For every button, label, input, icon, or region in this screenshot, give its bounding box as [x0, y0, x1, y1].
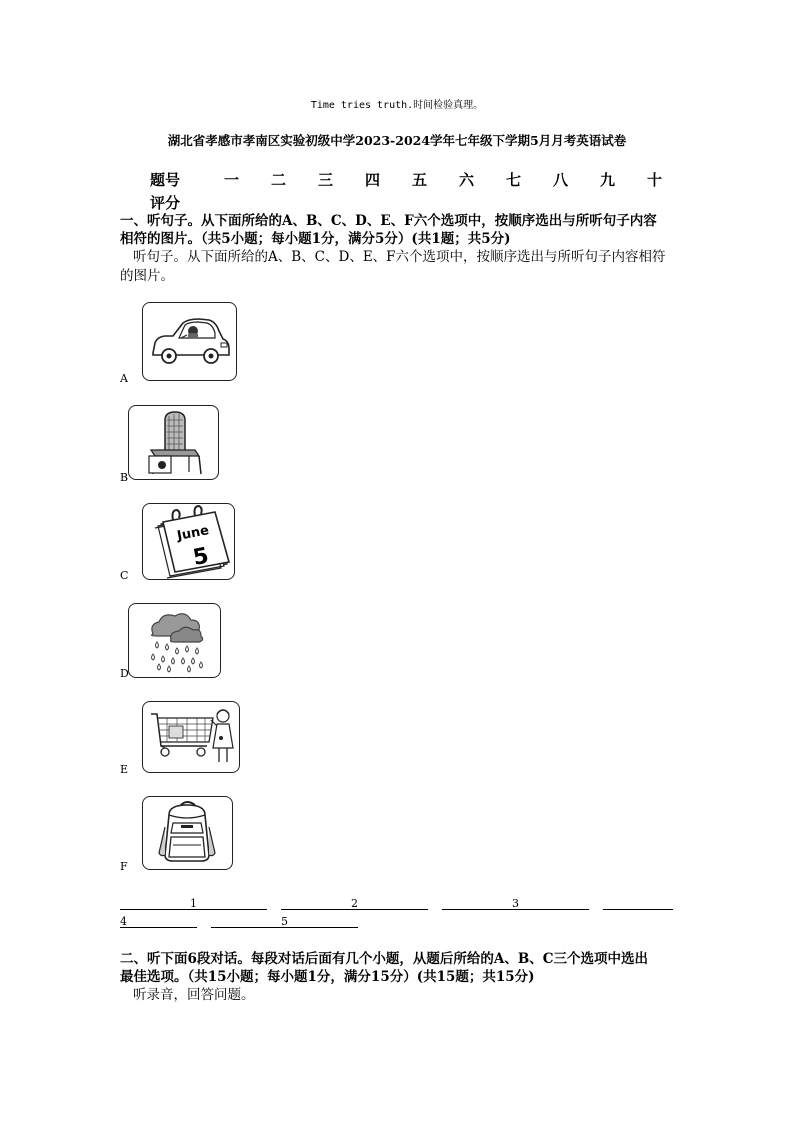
page-header-motto: Time tries truth.时间检验真理。 [310, 100, 484, 111]
score-table [150, 168, 678, 214]
blank-number: 5 [281, 915, 288, 928]
exam-title: 湖北省孝感市孝南区实验初级中学2023-2024学年七年级下学期5月月考英语试卷 [167, 133, 627, 148]
blank-number: 1 [190, 897, 197, 910]
section1-heading-line2: 相符的图片。（共5小题；每小题1分，满分5分）(共1题；共5分) [120, 231, 511, 247]
section1-instruction-line1: 听句子。从下面所给的A、B、C、D、E、F六个选项中，按顺序选出与所听句子内容相符 [133, 249, 666, 265]
score-column: 二 [270, 171, 286, 189]
chair-icon [129, 406, 218, 479]
score-table-score-row [150, 191, 678, 214]
car-icon [143, 303, 236, 380]
score-column: 七 [505, 171, 521, 189]
score-column: 四 [364, 171, 380, 189]
section1-heading-line1: 一、听句子。从下面所给的A、B、C、D、E、F六个选项中，按顺序选出与所听句子内容 [120, 213, 657, 229]
blank-number: 3 [512, 897, 519, 910]
answer-blank-2[interactable] [281, 896, 428, 910]
option-label-c: C [120, 569, 129, 582]
section2-heading-line2: 最佳选项。（共15小题；每小题1分，满分15分）(共15题；共15分) [120, 969, 535, 985]
picture-b-chair [128, 405, 219, 480]
answer-blank-4[interactable] [120, 914, 197, 928]
section2-instruction: 听录音，回答问题。 [133, 987, 255, 1003]
option-label-f: F [120, 860, 128, 873]
score-column: 十 [646, 171, 662, 189]
option-label-a: A [120, 372, 128, 385]
score-column: 五 [411, 171, 427, 189]
score-column: 一 [223, 171, 239, 189]
section2-heading-line1: 二、听下面6段对话。每段对话后面有几个小题，从题后所给的A、B、C三个选项中选出 [120, 951, 649, 967]
score-label: 评分 [150, 194, 181, 212]
rain-cloud-icon [129, 604, 220, 677]
score-column: 九 [599, 171, 615, 189]
picture-f-backpack [142, 796, 233, 870]
score-column: 三 [317, 171, 333, 189]
question-number-label: 题号 [150, 171, 181, 189]
shopping-cart-icon [143, 702, 239, 772]
option-label-b: B [120, 471, 129, 484]
answer-blank-1[interactable] [120, 896, 267, 910]
calendar-day: 5 [191, 543, 211, 571]
score-column: 八 [552, 171, 568, 189]
option-label-d: D [120, 667, 129, 680]
answer-blank-4-start[interactable] [603, 896, 673, 910]
section2-heading [120, 950, 680, 986]
score-table-header-row [150, 168, 678, 191]
section1-instruction [120, 248, 690, 286]
answer-blank-3[interactable] [442, 896, 589, 910]
section1-instruction-line2: 的图片。 [120, 268, 174, 284]
backpack-icon [143, 797, 232, 869]
blank-number: 2 [351, 897, 358, 910]
picture-a-car [142, 302, 237, 381]
calendar-month: June [175, 523, 211, 544]
calendar-icon [143, 504, 234, 579]
picture-d-rain [128, 603, 221, 678]
option-label-e: E [120, 763, 129, 776]
score-column: 六 [458, 171, 474, 189]
section1-heading [120, 212, 680, 248]
answer-blank-5[interactable] [211, 914, 358, 928]
picture-c-calendar [142, 503, 235, 580]
picture-e-shopping-cart [142, 701, 240, 773]
blank-number: 4 [120, 915, 127, 928]
